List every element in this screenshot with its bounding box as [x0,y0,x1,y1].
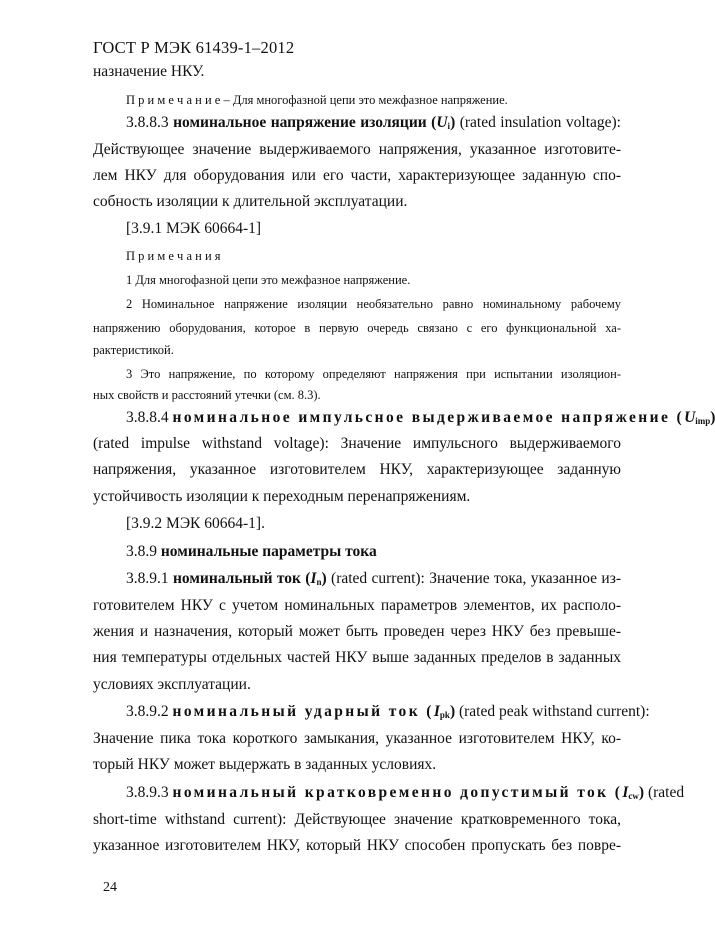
text-line: Действующее значение выдерживаемого напряжения, указанное изготовите- [93,141,621,158]
text-line: напряжения, указанное изготовителем НКУ, характеризующее заданную [93,461,621,478]
note-line: 1 Для многофазной цепи это межфазное напряжение. [126,273,411,287]
term-3-8-9-3 [126,783,685,803]
reference: [3.9.2 МЭК 60664-1]. [126,515,265,532]
term-title: номинальное напряжение изоляции $(U_i)$ [173,114,456,131]
section-3-8-9 [126,542,621,562]
document-header: ГОСТ Р МЭК 61439-1–2012 [93,38,295,57]
text-line: жения и назначения, который может быть проведен через НКУ без превыше- [93,623,621,640]
symbol: I [433,703,440,720]
reference: [3.9.1 МЭК 60664-1] [126,220,262,237]
symbol: I [622,784,629,801]
term-title: номинальный ток $(I_n)$ [172,570,327,587]
term-title: номинальное импульсное выдерживаемое напряжение $(U_{imp})$ [172,409,715,426]
symbol-subscript: cw [628,791,639,801]
text-line: указанное изготовителем НКУ, который НКУ способен пропускать без повре- [93,837,621,854]
term-3-8-9-2 [126,702,650,722]
term-3-8-9-1 [126,569,621,589]
note-label: П р и м е ч а н и е [126,93,221,107]
note-text: – Для многофазной цепи это межфазное напряжение. [220,93,508,107]
section-title: номинальные параметры тока [160,543,377,560]
symbol: U [436,114,448,131]
clause-number: 3.8.9.3 [126,784,173,801]
term-english: (rated peak withstand current): [455,703,650,720]
text-line: ния температуры отдельных частей НКУ выше заданных пределов в заданных [93,649,621,666]
symbol: U [684,409,696,426]
text-line: Значение пика тока короткого замыкания, указанное изготовителем НКУ, ко- [93,730,621,747]
term-english: (rated [644,784,685,801]
text-line: short-time withstand current): Действующее значение кратковременного тока, [93,811,621,828]
term-3-8-8-4 [126,408,715,428]
text-line: лем НКУ для оборудования или его части, характеризующее заданную спо- [93,167,621,184]
text-line: готовителем НКУ с учетом номинальных параметров элементов, их располо- [93,597,621,614]
clause-number: 3.8.8.4 [126,409,173,426]
clause-number: 3.8.9.1 [126,570,173,587]
text-line: (rated impulse withstand voltage): Значение импульсного выдерживаемого [93,435,621,452]
note-line [126,90,621,110]
text-line: условиях эксплуатации. [93,676,251,693]
clause-number: 3.8.9.2 [126,703,173,720]
note-line: ных свойств и расстояний утечки (см. 8.3). [93,388,321,402]
text-line: устойчивость изоляции к переходным перенапряжениям. [93,488,471,505]
text-line: торый НКУ может выдержать в заданных условиях. [93,756,437,773]
symbol-subscript: i [447,121,451,131]
clause-number: 3.8.8.3 [126,114,174,131]
page-number: 24 [103,880,117,895]
term-3-8-8-3 [126,113,621,133]
note-line: напряжению оборудования, которое в первую очередь связано с его функциональной ха- [93,321,621,335]
note-line: рактеристикой. [93,343,174,357]
term-title: номинальный ударный ток $(I_{pk})$ [172,703,456,720]
symbol-subscript: pk [439,710,450,720]
symbol: I [310,570,317,587]
term-title: номинальный кратковременно допустимый ток $(I_{cw})$ [172,784,645,801]
note-line: 2 Номинальное напряжение изоляции необязательно равно номинальному рабочему [126,297,621,311]
note-line: 3 Это напряжение, по которому определяют напряжения при испытании изоляцион- [126,367,621,381]
symbol-subscript: imp [695,416,711,426]
term-english: (rated current): Значение тока, указанное из- [326,570,621,587]
notes-heading: П р и м е ч а н и я [126,249,221,263]
symbol-subscript: n [316,577,322,587]
term-english: (rated insulation voltage): [455,114,621,131]
clause-number: 3.8.9 [126,543,161,560]
text-line: собность изоляции к длительной эксплуатации. [93,193,408,210]
text-line: назначение НКУ. [93,63,205,80]
